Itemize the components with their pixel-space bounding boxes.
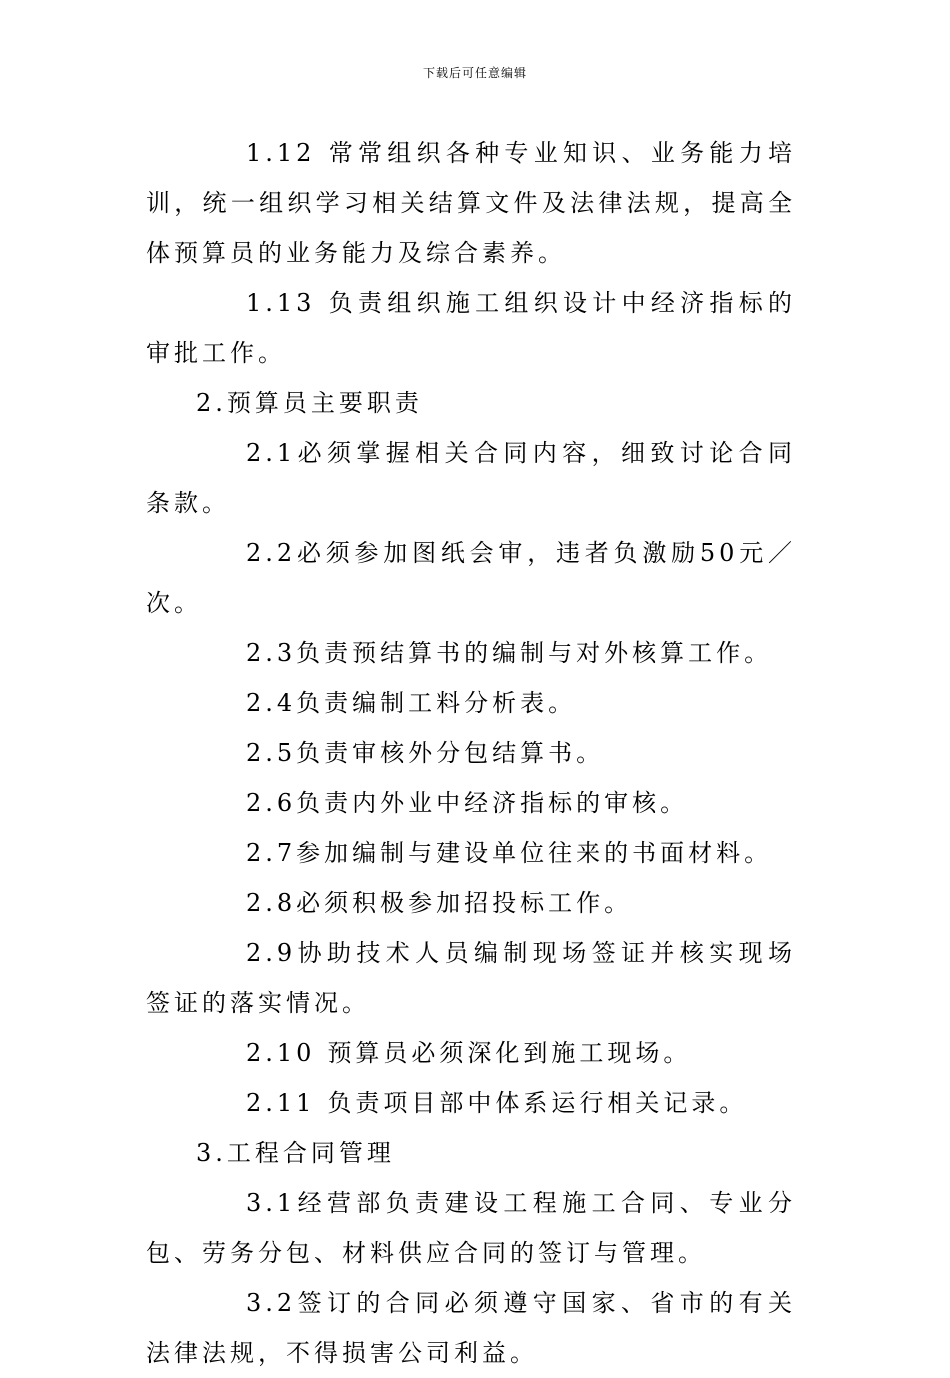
- clause-text: 常常组织各种专业知识、业务能力培训，统一组织学习相关结算文件及法律法规，提高全体预算员的业务能力及综合素养。: [146, 139, 796, 267]
- clause-number: 1.13: [246, 289, 316, 317]
- clause-number: 2.11: [246, 1089, 316, 1117]
- clause-text: 必须积极参加招投标工作。: [296, 889, 633, 917]
- clause-text: 必须参加图纸会审，违者负激励50元／次。: [146, 539, 796, 617]
- paragraph-2-4: [146, 678, 796, 728]
- clause-text: 参加编制与建设单位往来的书面材料。: [296, 839, 773, 867]
- paragraph-2-7: [146, 828, 796, 878]
- paragraph-2-2: [146, 528, 796, 628]
- paragraph-1-12: [146, 128, 796, 278]
- paragraph-1-13: [146, 278, 796, 378]
- clause-number: 2.2: [246, 539, 297, 567]
- clause-number: 2.1: [246, 439, 297, 467]
- section-heading-2: [146, 378, 796, 428]
- paragraph-2-5: [146, 728, 796, 778]
- clause-text: 预算员必须深化到施工现场。: [327, 1039, 692, 1067]
- section-heading-3: [146, 1128, 796, 1178]
- clause-text: 签订的合同必须遵守国家、省市的有关法律法规，不得损害公司利益。: [146, 1289, 796, 1367]
- clause-text: 负责组织施工组织设计中经济指标的审批工作。: [146, 289, 796, 367]
- clause-number: 2.3: [246, 639, 297, 667]
- paragraph-2-10: [146, 1028, 796, 1078]
- clause-text: 协助技术人员编制现场签证并核实现场签证的落实情况。: [146, 939, 796, 1017]
- paragraph-2-6: [146, 778, 796, 828]
- paragraph-3-2: [146, 1278, 796, 1378]
- section-heading-text: 2.预算员主要职责: [196, 389, 423, 417]
- section-heading-text: 3.工程合同管理: [196, 1139, 395, 1167]
- clause-number: 2.9: [246, 939, 297, 967]
- clause-text: 负责编制工料分析表。: [296, 689, 577, 717]
- paragraph-3-1: [146, 1178, 796, 1278]
- header-note: 下载后可任意编辑: [422, 66, 527, 80]
- paragraph-2-8: [146, 878, 796, 928]
- clause-text: 经营部负责建设工程施工合同、专业分包、劳务分包、材料供应合同的签订与管理。: [146, 1189, 796, 1267]
- clause-number: 2.5: [246, 739, 297, 767]
- paragraph-2-9: [146, 928, 796, 1028]
- clause-number: 2.10: [246, 1039, 316, 1067]
- paragraph-2-11: [146, 1078, 796, 1128]
- clause-text: 必须掌握相关合同内容，细致讨论合同条款。: [146, 439, 796, 517]
- paragraph-2-3: [146, 628, 796, 678]
- clause-text: 负责内外业中经济指标的审核。: [296, 789, 689, 817]
- clause-text: 负责预结算书的编制与对外核算工作。: [296, 639, 773, 667]
- clause-number: 3.1: [246, 1189, 297, 1217]
- clause-number: 1.12: [246, 139, 316, 167]
- clause-number: 3.2: [246, 1289, 297, 1317]
- clause-number: 2.6: [246, 789, 297, 817]
- clause-number: 2.4: [246, 689, 297, 717]
- clause-number: 2.7: [246, 839, 297, 867]
- paragraph-2-1: [146, 428, 796, 528]
- clause-number: 2.8: [246, 889, 297, 917]
- clause-text: 负责审核外分包结算书。: [296, 739, 605, 767]
- clause-text: 负责项目部中体系运行相关记录。: [327, 1089, 748, 1117]
- document-body: [146, 128, 796, 1378]
